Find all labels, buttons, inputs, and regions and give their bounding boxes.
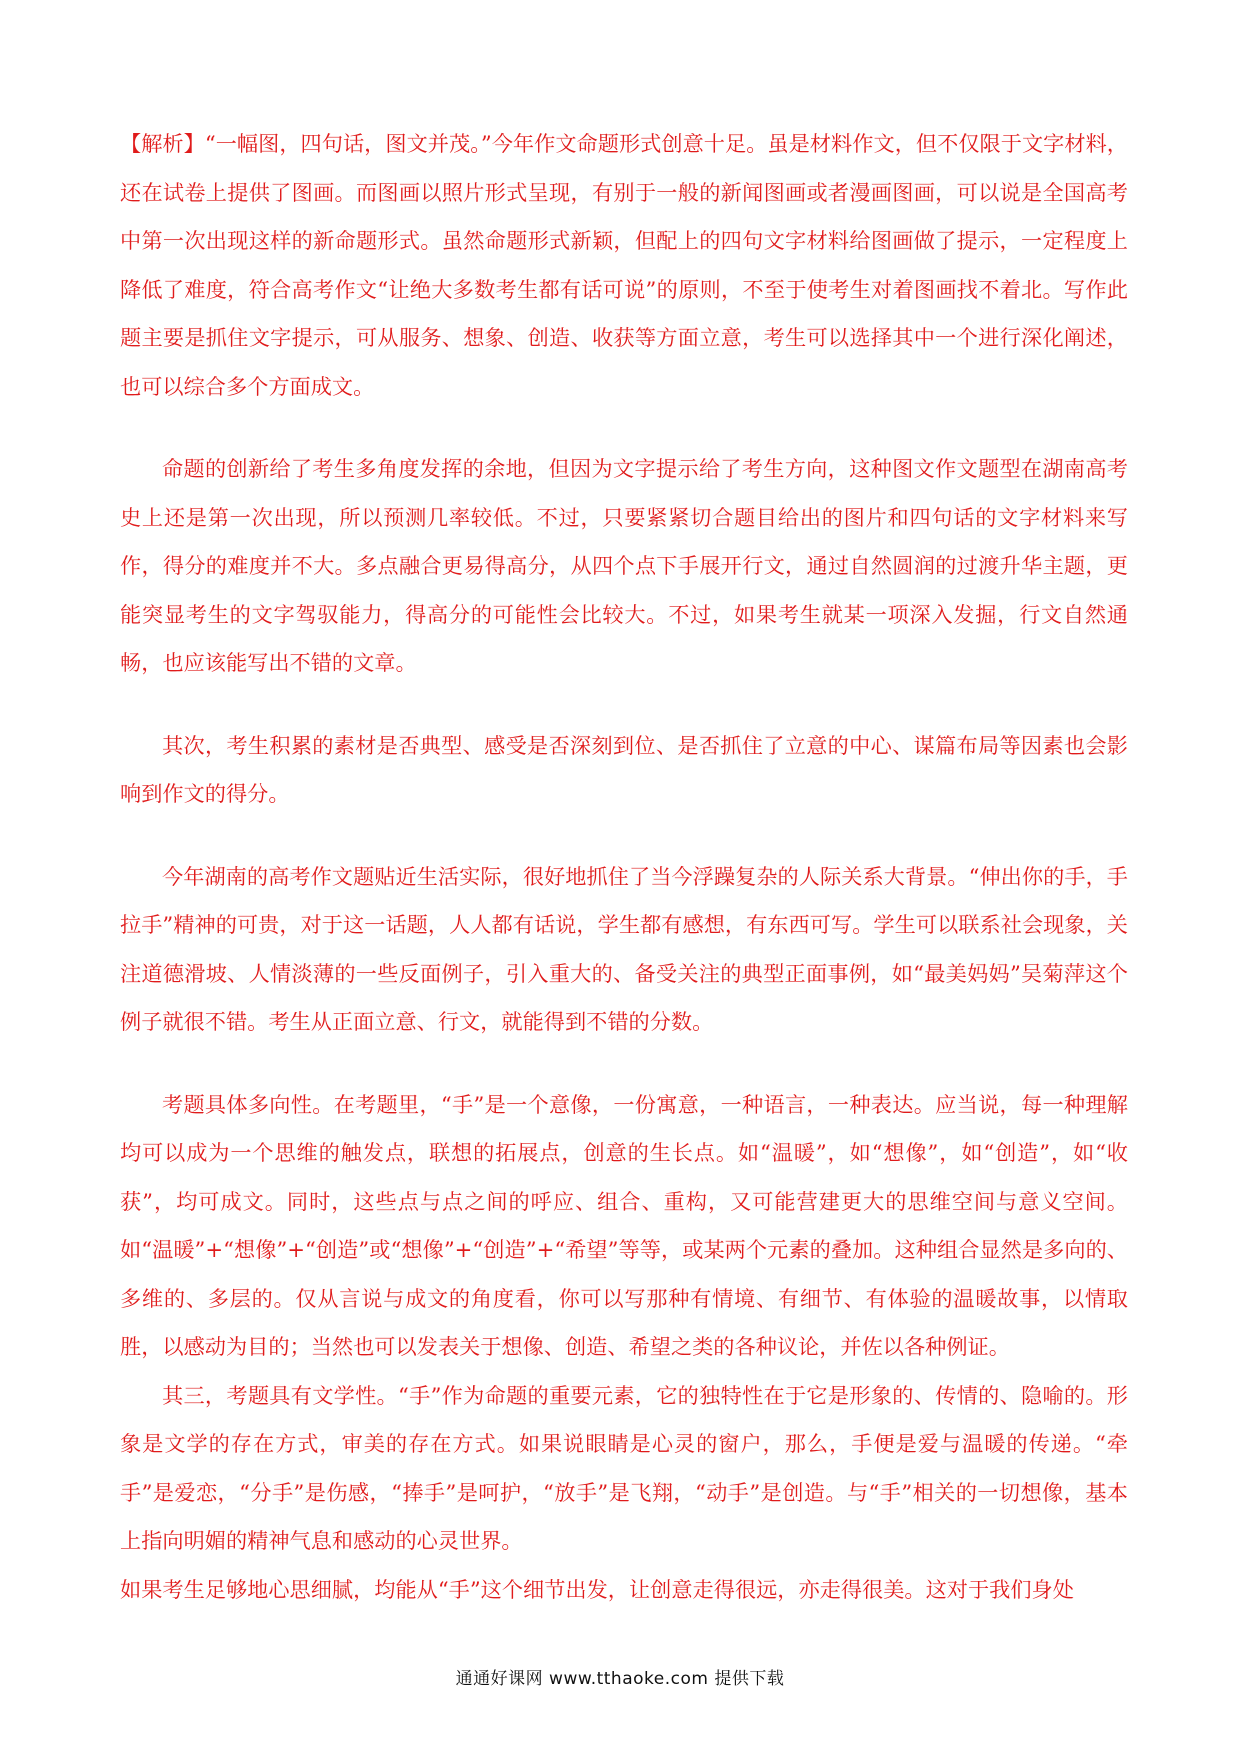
paragraph-gap (120, 819, 1128, 853)
page-footer: 通通好课网 www.tthaoke.com 提供下载 (455, 1669, 785, 1689)
paragraph-analysis: 【解析】“一幅图，四句话，图文并茂。”今年作文命题形式创意十足。虽是材料作文，但不仅限于文字材料，还在试卷上提供了图画。而图画以照片形式呈现，有别于一般的新闻图画或者漫画图画，可以说是全国高考中第一次出现这样的新命题形式。虽然命题形式新颖，但配上的四句文字材料给图画做了提示，一定程度上降低了难度，符合高考作文“让绝大多数考生都有话可说”的原则，不至于使考生对着图画找不着北。写作此题主要是抓住文字提示，可从服务、想象、创造、收获等方面立意，考生可以选择其中一个进行深化阐述，也可以综合多个方面成文。 (120, 131, 1128, 399)
paragraph-gap (120, 1047, 1128, 1081)
paragraph-multidirectional: 考题具体多向性。在考题里，“手”是一个意像，一份寓意，一种语言，一种表达。应当说，每一种理解均可以成为一个思维的触发点，联想的拓展点，创意的生长点。如“温暖”，如“想像”，如“创造”，如“收获”，均可成文。同时，这些点与点之间的呼应、组合、重构，又可能营建更大的思维空间与意义空间。如“温暖”+“想像”+“创造”或“想像”+“创造”+“希望”等等，或某两个元素的叠加。这种组合显然是多向的、多维的、多层的。仅从言说与成文的角度看，你可以写那种有情境、有细节、有体验的温暖故事，以情取胜，以感动为目的；当然也可以发表关于想像、创造、希望之类的各种议论，并佐以各种例证。 (120, 1091, 1128, 1359)
paragraph-gap (120, 411, 1128, 445)
paragraph-conclusion: 如果考生足够地心思细腻，均能从“手”这个细节出发，让创意走得很远，亦走得很美。这对于我们身处 (120, 1576, 1074, 1602)
paragraph-gap (120, 688, 1128, 722)
paragraph-hunan-topic: 今年湖南的高考作文题贴近生活实际，很好地抓住了当今浮躁复杂的人际关系大背景。“伸出你的手，手拉手”精神的可贵，对于这一话题，人人都有话说，学生都有感想，有东西可写。学生可以联系社会现象，关注道德滑坡、人情淡薄的一些反面例子，引入重大的、备受关注的典型正面事例，如“最美妈妈”吴菊萍这个例子就很不错。考生从正面立意、行文，就能得到不错的分数。 (120, 863, 1128, 1034)
document-body (120, 120, 1128, 1614)
paragraph-literary: 其三，考题具有文学性。“手”作为命题的重要元素，它的独特性在于它是形象的、传情的、隐喻的。形象是文学的存在方式，审美的存在方式。如果说眼睛是心灵的窗户，那么，手便是爱与温暖的传递。“牵手”是爱恋，“分手”是伤感，“捧手”是呵护，“放手”是飞翔，“动手”是创造。与“手”相关的一切想像，基本上指向明媚的精神气息和感动的心灵世界。 (120, 1382, 1128, 1553)
paragraph-secondly: 其次，考生积累的素材是否典型、感受是否深刻到位、是否抓住了立意的中心、谋篇布局等因素也会影响到作文的得分。 (120, 732, 1128, 806)
paragraph-innovation: 命题的创新给了考生多角度发挥的余地，但因为文字提示给了考生方向，这种图文作文题型在湖南高考史上还是第一次出现，所以预测几率较低。不过，只要紧紧切合题目给出的图片和四句话的文字材料来写作，得分的难度并不大。多点融合更易得高分，从四个点下手展开行文，通过自然圆润的过渡升华主题，更能突显考生的文字驾驭能力，得高分的可能性会比较大。不过，如果考生就某一项深入发掘，行文自然通畅，也应该能写出不错的文章。 (120, 456, 1128, 675)
